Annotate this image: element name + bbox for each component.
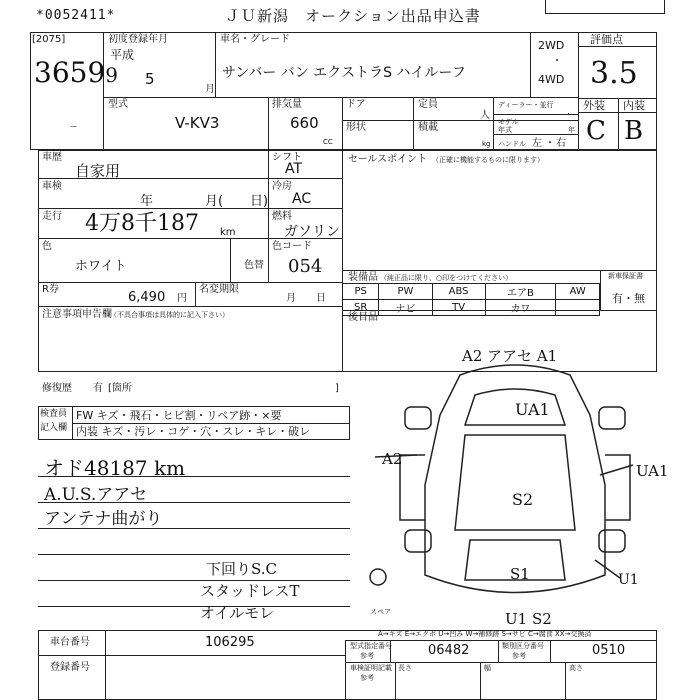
- note-studless: スタッドレスT: [200, 582, 300, 600]
- model-spec-value: 06482: [428, 643, 470, 658]
- exterior-grade: C: [586, 116, 606, 146]
- height-label: 高さ: [569, 664, 583, 672]
- warranty-value: 有・無: [612, 292, 645, 305]
- form-frame-mid: [38, 150, 657, 372]
- interior-grade: B: [624, 116, 644, 146]
- displacement-label: 排気量: [272, 99, 302, 110]
- color-code-label: 色コード: [272, 241, 312, 252]
- equipment-grid: [342, 283, 600, 316]
- cert-label: 車検証明記載: [350, 664, 392, 672]
- inspection-row-fw: FW キズ・飛石・ヒビ割・リペア跡・×要: [76, 409, 282, 422]
- shift-value: AT: [285, 161, 303, 177]
- color-code-value: 054: [288, 256, 323, 277]
- car-name-value: サンバー バン エクストラS ハイルーフ: [222, 65, 466, 81]
- name-change-day: 日: [316, 293, 326, 304]
- load-label: 積載: [418, 122, 438, 133]
- color-label: 色: [42, 241, 52, 252]
- inspection-row-interior: 内装 キズ・汚レ・コゲ・穴・スレ・キレ・破レ: [76, 425, 311, 438]
- diagram-mark-rear-right: U1: [618, 572, 639, 588]
- drive-2wd: 2WD: [538, 39, 565, 52]
- recycle-label: R券: [42, 284, 59, 295]
- diagram-mark-rear: S1: [510, 565, 530, 583]
- equip-abs: ABS: [432, 284, 485, 300]
- inspection-label: 車検: [42, 181, 62, 192]
- drive-4wd: 4WD: [538, 73, 565, 86]
- repair-bracket: [箇所: [108, 383, 132, 394]
- equip-sr: SR: [343, 300, 379, 316]
- shape-label: 形状: [346, 122, 366, 133]
- displacement-value: 660: [290, 114, 319, 132]
- class-value: 0510: [592, 643, 626, 658]
- diagram-mark-top: A2 アアセ A1: [462, 347, 558, 365]
- warranty-label: 新車保証書: [608, 272, 643, 280]
- capacity-label: 定員: [418, 99, 438, 110]
- equip-aw: AW: [556, 284, 600, 300]
- car-number-value: 106295: [205, 635, 255, 650]
- width-label: 幅: [484, 664, 491, 672]
- interior-label: 内装: [623, 99, 645, 112]
- registration-label: 初度登録年月: [108, 34, 168, 45]
- dealer-label: ディーラー・並行: [498, 101, 554, 109]
- recycle-value: 6,490: [128, 290, 166, 305]
- color-change-label: 色替: [244, 260, 264, 271]
- notes-label: 注意事項申告欄: [42, 309, 112, 320]
- sales-point-note: （正確に機能するものに限ります）: [432, 156, 544, 164]
- model-value: V-KV3: [175, 114, 220, 132]
- length-label: 長さ: [398, 664, 412, 672]
- model-year-label: モデル年式: [498, 118, 519, 134]
- model-label: 型式: [108, 99, 128, 110]
- load-unit: kg: [482, 140, 491, 148]
- handle-label: ハンドル: [498, 140, 526, 148]
- ac-value: AC: [292, 191, 312, 207]
- car-number-label: 車台番号: [50, 637, 90, 648]
- inspector-label2: 記入欄: [40, 423, 68, 433]
- lot-code: [2075]: [32, 34, 66, 45]
- equipment-label: 装備品: [348, 272, 378, 283]
- diagram-mark-bottom: U1 S2: [505, 610, 552, 628]
- note-antenna: アンテナ曲がり: [44, 509, 163, 529]
- spare-label: スペア: [370, 608, 391, 616]
- note-oil-leak: オイルモレ: [200, 604, 275, 622]
- handle-left: 左: [532, 138, 542, 149]
- car-name-label: 車名・グレード: [220, 34, 290, 45]
- serial-number: *0052411*: [36, 8, 116, 23]
- usage-value: 自家用: [75, 162, 121, 180]
- form-title: ＪＵ新潟 オークション出品申込書: [225, 7, 481, 25]
- mileage-value: 4万8千187: [85, 211, 199, 236]
- lot-number: 36599: [34, 56, 118, 89]
- displacement-unit: CC: [323, 138, 333, 146]
- equip-tv: TV: [432, 300, 485, 316]
- dealer-dot: ・: [565, 110, 572, 118]
- repair-bracket-close: ]: [335, 383, 339, 394]
- inspection-day: 日): [250, 194, 269, 209]
- registration-month-unit: 月: [205, 84, 215, 95]
- sales-point-label: セールスポイント: [348, 154, 428, 165]
- rear-seat-label: 後目品: [348, 312, 378, 323]
- rating-label: 評価点: [590, 33, 623, 46]
- note-odometer: オド48187 km: [44, 456, 186, 480]
- inspection-month: 月(: [205, 194, 224, 209]
- ac-label: 冷房: [272, 181, 292, 192]
- rating-score: 3.5: [590, 56, 638, 91]
- equipment-note: （純正品に限り、○印をつけてください）: [380, 274, 513, 282]
- mileage-unit: km: [220, 227, 236, 238]
- model-year-unit: 年: [568, 126, 575, 134]
- registration-era: 平成: [110, 48, 135, 62]
- registration-number-label: 登録番号: [50, 662, 90, 673]
- equip-navi: ナビ: [379, 300, 432, 316]
- fuel-label: 燃料: [272, 211, 292, 222]
- note-scratches: A.U.S.アアセ: [44, 485, 148, 505]
- cert-ref: 参考: [360, 674, 374, 682]
- door-label: ドア: [346, 99, 366, 110]
- inspection-year: 年: [140, 194, 154, 209]
- equip-ps: PS: [343, 284, 379, 300]
- mileage-label: 走行: [42, 211, 62, 222]
- model-spec-label: 型式指定番号: [350, 642, 392, 650]
- equip-empty: [556, 300, 600, 316]
- date-stub: [545, 0, 665, 14]
- repair-value: 有: [93, 383, 103, 394]
- recycle-unit: 円: [177, 293, 187, 304]
- handle-right: 右: [556, 138, 566, 149]
- fuel-value: ガソリン: [284, 224, 340, 240]
- class-ref: 参考: [512, 652, 526, 660]
- notes-note: （不具合事項は具体的に記入下さい）: [110, 311, 229, 319]
- equip-pw: PW: [379, 284, 432, 300]
- usage-label: 車歴: [42, 152, 62, 163]
- lot-mark: —: [70, 122, 77, 130]
- equip-airbag: エアB: [485, 284, 556, 300]
- equip-leather: カワ: [485, 300, 556, 316]
- diagram-mark-right: UA1: [636, 462, 669, 480]
- handle-dot: ・: [545, 138, 555, 149]
- name-change-label: 名変期限: [199, 284, 239, 295]
- capacity-unit: 人: [480, 110, 490, 121]
- note-underbody: 下回りS.C: [206, 560, 277, 578]
- registration-year: 5: [145, 70, 155, 88]
- exterior-label: 外装: [583, 99, 605, 112]
- damage-legend: A→キズ E→エクボ U→凹み W→補修跡 S→サビ C→腐食 XX→交換済: [378, 630, 592, 638]
- color-value: ホワイト: [75, 259, 127, 274]
- diagram-mark-roof: UA1: [515, 400, 550, 419]
- drive-dot: ・: [552, 56, 562, 67]
- diagram-mark-center: S2: [512, 490, 534, 509]
- repair-label: 修復歴: [42, 383, 72, 394]
- inspector-label1: 検査員: [40, 409, 68, 419]
- name-change-month: 月: [286, 293, 296, 304]
- diagram-mark-left: A2: [382, 450, 403, 468]
- class-label: 類別区分番号: [502, 642, 544, 650]
- shift-label: シフト: [272, 152, 302, 163]
- model-spec-ref: 参考: [360, 652, 374, 660]
